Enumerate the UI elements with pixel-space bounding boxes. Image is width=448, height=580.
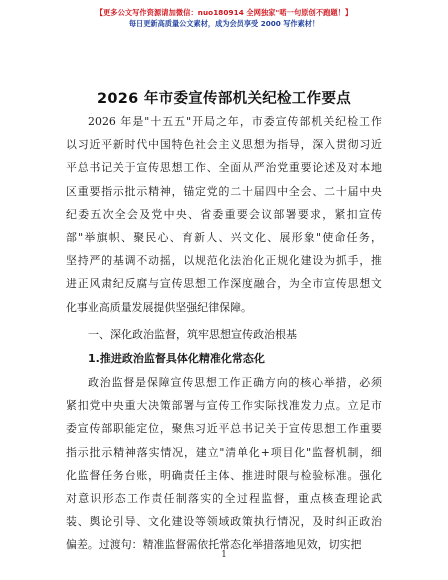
- paragraph-line: 区重要指示批示精神，锚定党的二十届四中全会、二十届中央: [66, 184, 382, 198]
- paragraph-line: 部"举旗帜、聚民心、育新人、兴文化、展形象"使命任务，: [66, 231, 382, 244]
- page-number: 1: [221, 550, 227, 560]
- paragraph-line: 对意识形态工作责任制落实的全过程监督，重点核查理论武: [66, 492, 382, 505]
- paragraph-line: 以习近平新时代中国特色社会主义思想为指导，深入贯彻习近: [66, 138, 382, 152]
- paragraph-line: 装、舆论引导、文化建设等领域政策执行情况，及时纠正政治: [66, 515, 382, 529]
- document-title: 2026 年市委宣传部机关纪检工作要点: [96, 91, 352, 107]
- subsection-heading: 1.推进政治监督具体化精准化常态化: [88, 352, 265, 365]
- paragraph-line: 进正风肃纪反腐与宣传思想工作深度融合，为全市宣传思想文: [66, 277, 382, 291]
- promo-banner-blue: 每日更新高质量公文素材，成为会员享受 2000 写作素材！: [128, 19, 320, 28]
- paragraph-line: 2026 年是"十五五"开局之年，市委宣传部机关纪检工作: [88, 115, 382, 128]
- paragraph-line: 偏差。过渡句：精准监督需依托常态化举措落地见效，切实把: [66, 538, 362, 552]
- paragraph-line: 化事业高质量发展提供坚强纪律保障。: [66, 300, 252, 314]
- paragraph-line: 委宣传部职能定位，聚焦习近平总书记关于宣传思想工作重要: [66, 422, 382, 436]
- promo-banner-red: 【更多公文写作资源请加微信：nuo180914 全网独家"喏一句原创不跑题！】: [95, 8, 353, 17]
- paragraph-line: 紧扣党中央重大决策部署与宣传工作实际找准发力点。立足市: [66, 399, 382, 413]
- paragraph-line: 指示批示精神落实情况，建立"清单化+项目化"监督机制，细: [66, 445, 382, 459]
- section-heading: 一、深化政治监督，筑牢思想宣传政治根基: [88, 328, 297, 341]
- paragraph-line: 纪委五次全会及党中央、省委重要会议部署要求，紧扣宣传: [66, 207, 382, 221]
- paragraph-line: 平总书记关于宣传思想工作、全面从严治党重要论述及对本地: [66, 161, 382, 175]
- paragraph-line: 化监督任务台账，明确责任主体、推进时限与检验标准。强化: [66, 468, 382, 482]
- paragraph-line: 坚持严的基调不动摇，以规范化法治化正规化建设为抓手，推: [66, 254, 382, 268]
- paragraph-line: 政治监督是保障宣传思想工作正确方向的核心举措，必须: [88, 376, 382, 389]
